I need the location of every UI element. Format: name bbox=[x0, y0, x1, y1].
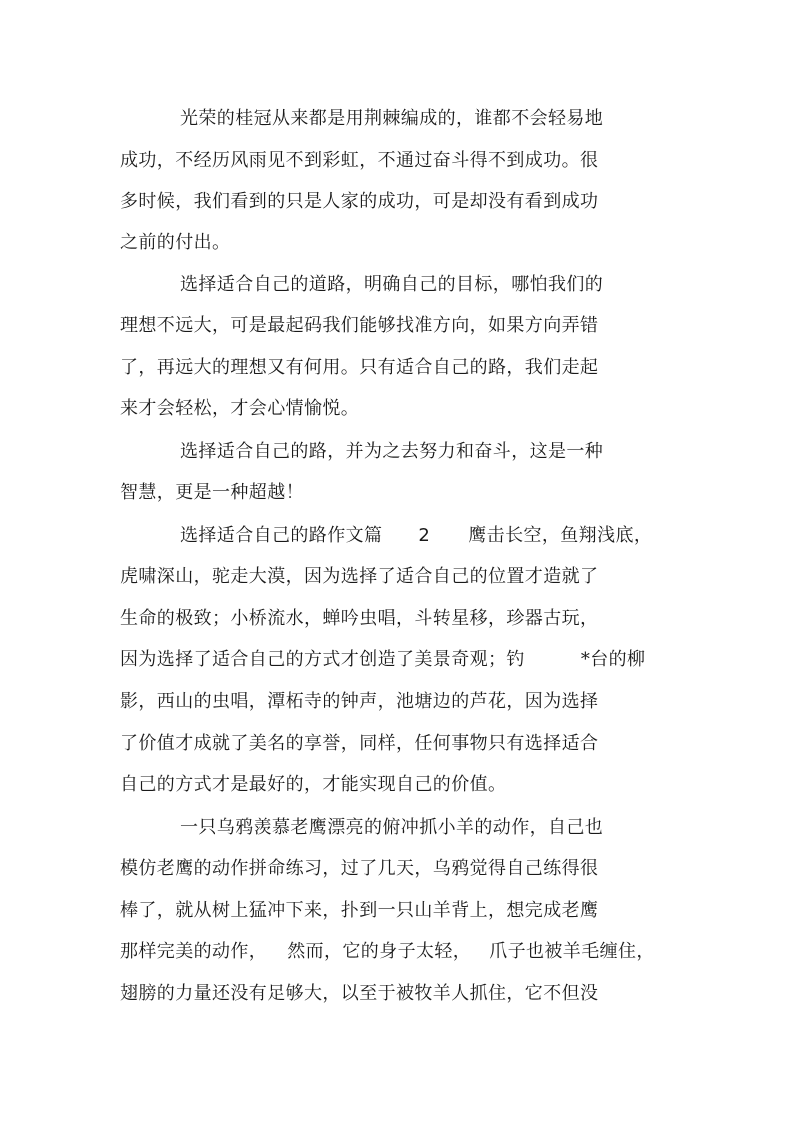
paragraph-5-line-2: 模仿老鹰的动作拼命练习，过了几天，乌鸦觉得自己练得很 bbox=[120, 858, 599, 879]
paragraph-4-line-3: 生命的极致；小桥流水，蝉吟虫唱，斗转星移，珍器古玩， bbox=[120, 608, 599, 629]
paragraph-4-line-5: 影，西山的虫唱，潭柘寺的钟声，池塘边的芦花，因为选择 bbox=[120, 691, 599, 712]
paragraph-4-line-6: 了价值才成就了美名的享誉，同样，任何事物只有选择适合 bbox=[120, 733, 599, 754]
paragraph-3-line-1: 选择适合自己的路，并为之去努力和奋斗，这是一种 bbox=[180, 441, 604, 462]
line-part-2: 然而，它的身子太轻， bbox=[287, 941, 472, 962]
line-part-3: 爪子也被羊毛缠住， bbox=[489, 941, 655, 962]
paragraph-3-line-2: 智慧，更是一种超越！ bbox=[120, 482, 304, 503]
line-part-2: *台的柳 bbox=[580, 649, 646, 670]
section-heading-rest: 鹰击长空，鱼翔浅底， bbox=[468, 525, 653, 546]
line-part-1: 那样完美的动作， bbox=[120, 941, 268, 962]
paragraph-4-line-2: 虎啸深山，驼走大漠，因为选择了适合自己的位置才造就了 bbox=[120, 566, 599, 587]
paragraph-5-line-3: 棒了，就从树上猛冲下来，扑到一只山羊背上，想完成老鹰 bbox=[120, 900, 599, 921]
paragraph-1-line-4: 之前的付出。 bbox=[120, 232, 231, 253]
paragraph-5-line-4 bbox=[120, 937, 655, 967]
paragraph-1-line-2: 成功，不经历风雨见不到彩虹，不通过奋斗得不到成功。很 bbox=[120, 150, 599, 171]
paragraph-1-line-3: 多时候，我们看到的只是人家的成功，可是却没有看到成功 bbox=[120, 191, 599, 212]
paragraph-2-line-1: 选择适合自己的道路，明确自己的目标，哪怕我们的 bbox=[180, 274, 604, 295]
paragraph-5-line-5: 翅膀的力量还没有足够大，以至于被牧羊人抓住，它不但没 bbox=[120, 983, 599, 1004]
paragraph-2-line-2: 理想不远大，可是最起码我们能够找准方向，如果方向弄错 bbox=[120, 315, 599, 336]
paragraph-4-line-7: 自己的方式才是最好的，才能实现自己的价值。 bbox=[120, 774, 507, 795]
section-number: 2 bbox=[418, 525, 431, 546]
paragraph-1-line-1: 光荣的桂冠从来都是用荆棘编成的，谁都不会轻易地 bbox=[180, 108, 604, 129]
paragraph-4-line-4 bbox=[120, 645, 645, 675]
line-part-1: 因为选择了适合自己的方式才创造了美景奇观；钓 bbox=[120, 649, 525, 670]
paragraph-2-line-4: 来才会轻松，才会心情愉悦。 bbox=[120, 398, 360, 419]
section-heading-line bbox=[180, 521, 652, 551]
paragraph-2-line-3: 了，再远大的理想又有何用。只有适合自己的路，我们走起 bbox=[120, 357, 599, 378]
section-title: 选择适合自己的路作文篇 bbox=[180, 525, 383, 546]
paragraph-5-line-1: 一只乌鸦羡慕老鹰漂亮的俯冲抓小羊的动作，自己也 bbox=[180, 817, 604, 838]
